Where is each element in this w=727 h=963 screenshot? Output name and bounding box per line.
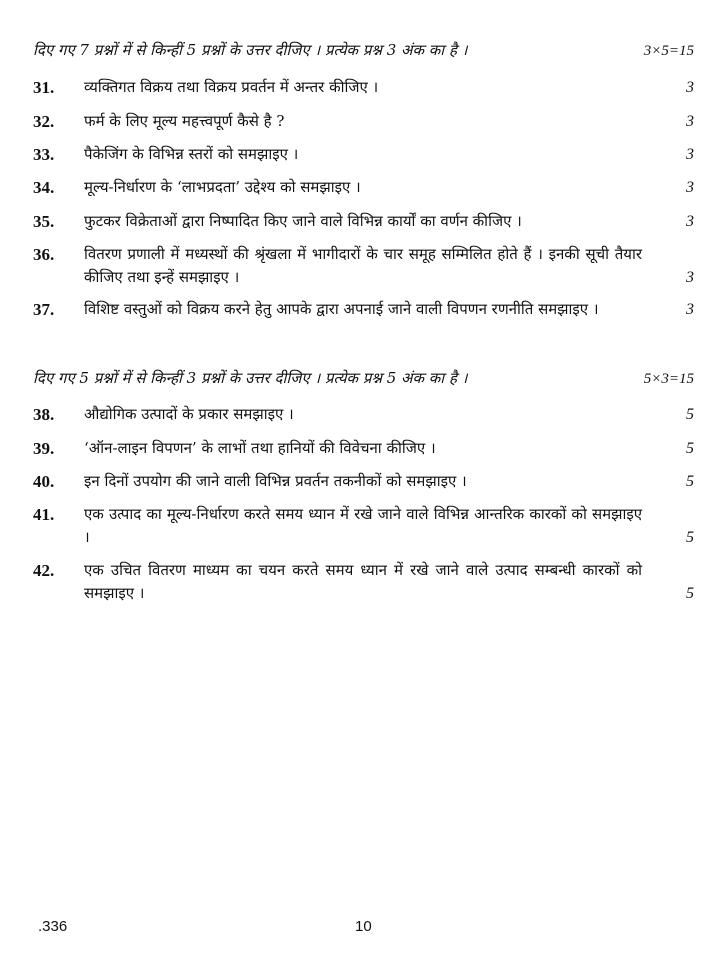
question-39	[33, 437, 694, 460]
question-36	[33, 243, 694, 289]
question-mark: 3	[686, 213, 694, 230]
section-2-instruction-text: दिए गए 5 प्रश्नों में से किन्हीं 3 प्रश्नों के उत्तर दीजिए । प्रत्येक प्रश्न 5 अंक का है ।	[33, 369, 468, 387]
question-number: 31.	[33, 78, 55, 97]
section-1-instruction	[33, 40, 694, 60]
question-41	[33, 503, 694, 549]
question-32	[33, 110, 694, 133]
question-31	[33, 76, 694, 99]
question-mark: 3	[686, 113, 694, 130]
question-number: 37.	[33, 300, 55, 319]
question-text: पैकेजिंग के विभिन्न स्तरों को समझाइए ।	[84, 145, 299, 163]
question-mark: 5	[686, 440, 694, 457]
question-text: एक उत्पाद का मूल्य-निर्धारण करते समय ध्यान में रखे जाने वाले विभिन्न आन्तरिक कारकों को समझाइए ।	[84, 505, 642, 546]
question-number: 39.	[33, 439, 55, 458]
question-text: एक उचित वितरण माध्यम का चयन करते समय ध्यान में रखे जाने वाले उत्पाद सम्बन्धी कारकों को समझाइए ।	[84, 561, 642, 602]
question-34	[33, 176, 694, 199]
question-text: ‘ऑन-लाइन विपणन’ के लाभों तथा हानियों की विवेचना कीजिए ।	[84, 439, 436, 457]
question-number: 36.	[33, 245, 55, 264]
question-text: इन दिनों उपयोग की जाने वाली विभिन्न प्रवर्तन तकनीकों को समझाइए ।	[84, 472, 467, 490]
question-40	[33, 470, 694, 493]
question-number: 33.	[33, 145, 55, 164]
question-number: 42.	[33, 561, 55, 580]
question-42	[33, 559, 694, 605]
question-number: 41.	[33, 505, 55, 524]
question-text: औद्योगिक उत्पादों के प्रकार समझाइए ।	[84, 405, 294, 423]
section-2-instruction	[33, 368, 694, 388]
section-2-marks: 5×3=15	[643, 371, 694, 387]
question-number: 40.	[33, 472, 55, 491]
question-number: 38.	[33, 405, 55, 424]
question-number: 35.	[33, 212, 55, 231]
question-number: 34.	[33, 178, 55, 197]
question-text: फुटकर विक्रेताओं द्वारा निष्पादित किए जाने वाले विभिन्न कार्यों का वर्णन कीजिए ।	[84, 212, 522, 230]
question-37	[33, 298, 694, 321]
section-1-marks: 3×5=15	[643, 43, 694, 59]
question-mark: 3	[686, 146, 694, 163]
question-text: मूल्य-निर्धारण के ‘लाभप्रदता’ उद्देश्य को समझाइए ।	[84, 178, 361, 196]
question-mark: 3	[686, 79, 694, 96]
question-38	[33, 403, 694, 426]
question-text: विशिष्ट वस्तुओं को विक्रय करने हेतु आपके द्वारा अपनाई जाने वाली विपणन रणनीति समझाइए ।	[84, 300, 599, 318]
question-mark: 5	[686, 406, 694, 423]
question-mark: 3	[686, 301, 694, 318]
question-mark: 3	[686, 269, 694, 286]
question-35	[33, 210, 694, 233]
page-number: 10	[355, 918, 372, 935]
question-mark: 5	[686, 529, 694, 546]
paper-code: .336	[38, 918, 68, 935]
question-number: 32.	[33, 112, 55, 131]
question-mark: 5	[686, 585, 694, 602]
question-mark: 5	[686, 473, 694, 490]
question-text: वितरण प्रणाली में मध्यस्थों की श्रृंखला में भागीदारों के चार समूह सम्मिलित होते हैं । इनकी सूची तैयार कीजिए तथा इन्हें समझाइए ।	[84, 245, 642, 286]
question-text: फर्म के लिए मूल्य महत्त्वपूर्ण कैसे है ?	[84, 112, 285, 130]
question-text: व्यक्तिगत विक्रय तथा विक्रय प्रवर्तन में अन्तर कीजिए ।	[84, 78, 379, 96]
question-mark: 3	[686, 179, 694, 196]
question-33	[33, 143, 694, 166]
section-1-instruction-text: दिए गए 7 प्रश्नों में से किन्हीं 5 प्रश्नों के उत्तर दीजिए । प्रत्येक प्रश्न 3 अंक का है ।	[33, 41, 468, 59]
